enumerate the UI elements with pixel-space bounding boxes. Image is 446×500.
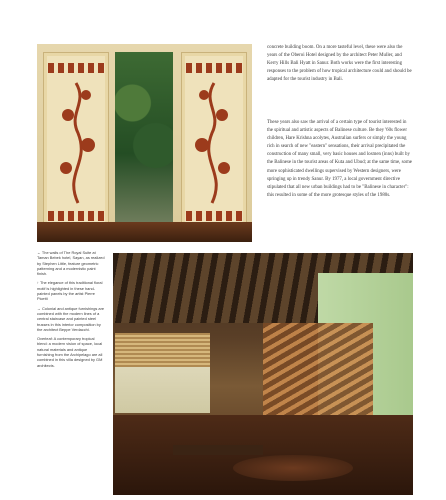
carved-doors-photo (37, 44, 252, 242)
garden-view (115, 52, 173, 222)
rug (233, 455, 353, 481)
floral-motif-left (44, 53, 108, 231)
body-paragraph-1: concrete building boom. On a more tasteful level, these were also the years of the Oberoi Hotel designed by the architect Peter Muller, and Kerry Hills Bali Hyatt in Sanur. Both works were the first interesting responses to the problem of how tropical architecture could and should be adapted for the tourist industry in Bali. (267, 45, 412, 83)
body-paragraph-2: These years also saw the arrival of a certain type of tourist interested in the spiritual and artistic aspects of Balinese culture. Be they '60s flower children, Hare Krishna acolytes, Australian surfers or simply the young rich in search of new "eastern" sensations, their arrival precipitated the construction of many small, very basic houses and losmen (inns) built by the Balinese in the tourist areas of Kuta and Ubud; at the same time, some more sophisticated dwellings supervised by Western designers, were springing up in trendy Sanur. By 1977, a local government directive stipulated that all new urban buildings had to be "Balinese in character": this resulted in some of the more grotesque styles of the 1980s. (267, 120, 412, 198)
floral-motif-right (182, 53, 246, 231)
painted-door-right (181, 52, 247, 232)
interior-floor (113, 415, 413, 495)
interior-photo (113, 253, 413, 495)
caption-royal-suite: ← The walls of The Royal Suite at Taman Bebek hotel, Sayan, as realized by Stephen Little, feature geometric patterning and a modernistic paint finish. (37, 250, 105, 277)
captions-column (37, 250, 105, 372)
door-band-bottom (186, 211, 242, 221)
wooden-floor (37, 222, 252, 242)
painted-door-left (43, 52, 109, 232)
antique-table (173, 445, 263, 455)
caption-floral-motif: ↑ The elegance of this traditional floral motif is highlighted in these hand-painted panels by the artist Pierre Picetti (37, 280, 103, 302)
bamboo-blinds (115, 333, 210, 367)
door-band-bottom (48, 211, 104, 221)
caption-overleaf: Overleaf: A contemporary tropical blend: a modern vision of space, local natural materials and antique furnishing from the Archipelago are all combined in this villa designed by GM architects. (37, 336, 103, 368)
caption-colonial-interior: → Colonial and antique furnishings are combined with the modern lines of a central staircase and painted steel trusses in this interior composition by the architect Beppe Verdacchi. (37, 305, 105, 332)
